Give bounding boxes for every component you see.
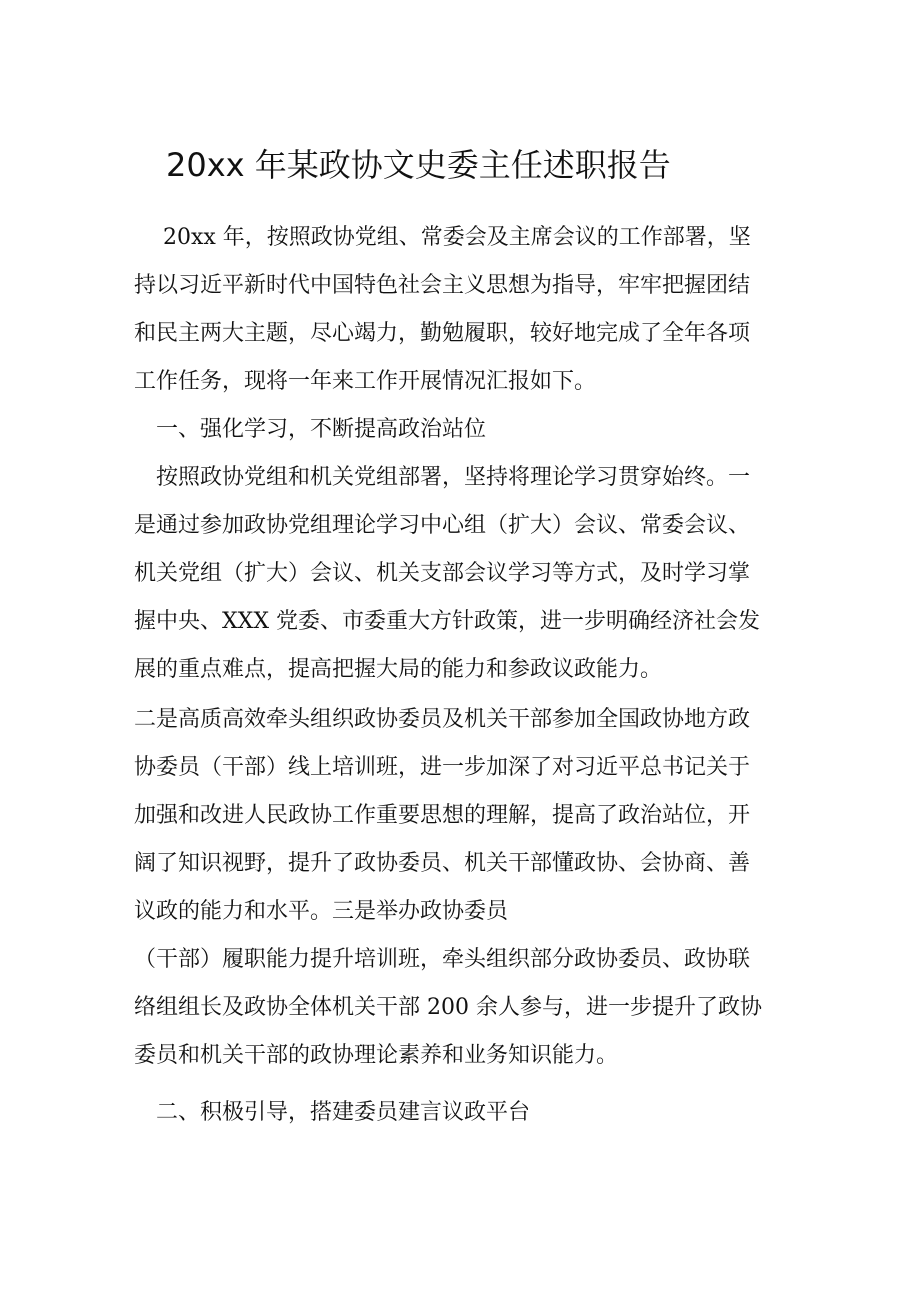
body-line: 是通过参加政协党组理论学习中心组（扩大）会议、常委会议、: [134, 513, 751, 538]
body-line: 和民主两大主题，尽心竭力，勤勉履职，较好地完成了全年各项: [134, 321, 751, 346]
body-line: 机关党组（扩大）会议、机关支部会议学习等方式，及时学习掌: [134, 561, 751, 586]
body-line: 工作任务，现将一年来工作开展情况汇报如下。: [134, 369, 597, 394]
body-line: 握中央、XXX 党委、市委重大方针政策，进一步明确经济社会发: [134, 609, 760, 634]
section-heading: 一、强化学习，不断提高政治站位: [134, 417, 487, 442]
body-line: 阔了知识视野，提升了政协委员、机关干部懂政协、会协商、善: [134, 851, 751, 876]
body-line: 按照政协党组和机关党组部署，坚持将理论学习贯穿始终。一: [134, 465, 751, 490]
body-line: 持以习近平新时代中国特色社会主义思想为指导，牢牢把握团结: [134, 273, 751, 298]
body-line: 加强和改进人民政协工作重要思想的理解，提高了政治站位，开: [134, 803, 751, 828]
body-line: 协委员（干部）线上培训班，进一步加深了对习近平总书记关于: [134, 755, 751, 780]
body-line: 络组组长及政协全体机关干部 200 余人参与，进一步提升了政协: [134, 995, 762, 1020]
body-line: （干部）履职能力提升培训班，牵头组织部分政协委员、政协联: [134, 947, 751, 972]
body-line: 议政的能力和水平。三是举办政协委员: [134, 899, 509, 924]
body-line: 委员和机关干部的政协理论素养和业务知识能力。: [134, 1043, 619, 1068]
body-line: 展的重点难点，提高把握大局的能力和参政议政能力。: [134, 657, 663, 682]
document-title: 20xx 年某政协文史委主任述职报告: [166, 146, 671, 184]
section-heading: 二、积极引导，搭建委员建言议政平台: [134, 1100, 531, 1125]
body-line: 20xx 年，按照政协党组、常委会及主席会议的工作部署，坚: [134, 225, 751, 250]
body-line: 二是高质高效牵头组织政协委员及机关干部参加全国政协地方政: [134, 707, 751, 732]
